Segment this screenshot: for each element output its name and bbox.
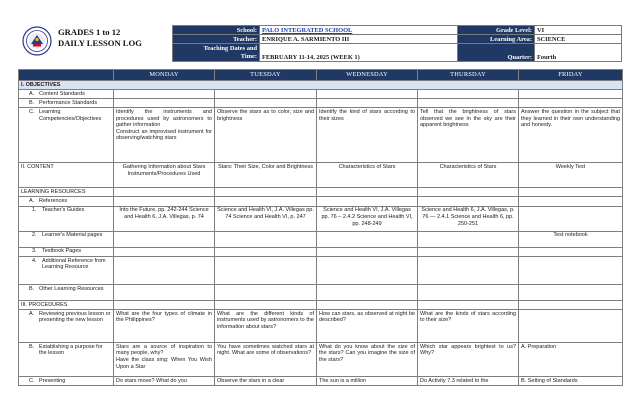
cell-fri: B. Setting of Standards xyxy=(519,377,623,386)
cell-mon xyxy=(114,256,215,284)
cell-mon xyxy=(114,108,215,163)
cell-tue: What are the different kinds of instruments used by astronomers to the information about stars? xyxy=(215,310,317,343)
cell-fri xyxy=(519,310,623,343)
row-label-text: Additional Reference from Learning Resource xyxy=(42,257,106,271)
cell-mon xyxy=(114,99,215,108)
cell-wed xyxy=(317,197,418,206)
school-info-table xyxy=(172,25,463,62)
cell-tue xyxy=(215,300,317,309)
row-number: 3. xyxy=(32,248,37,255)
cell-tue: Stars: Their Size, Color and Brightness xyxy=(215,163,317,188)
competencies-label xyxy=(19,108,114,163)
corner-cell xyxy=(19,70,114,81)
section-objectives xyxy=(19,81,623,90)
cell-thu: Which star appears brightest to us? Why? xyxy=(418,343,519,377)
title-block xyxy=(58,27,142,49)
learning-resources-label: LEARNING RESOURCES xyxy=(19,188,114,197)
row-presenting xyxy=(19,377,623,386)
row-other-resources xyxy=(19,284,623,300)
cell-thu xyxy=(418,188,519,197)
cell-thu xyxy=(418,99,519,108)
row-letter: B. xyxy=(29,343,35,350)
cell-fri xyxy=(519,247,623,256)
presenting-label xyxy=(19,377,114,386)
procedures-label: III. PROCEDURES xyxy=(19,300,114,309)
grade-level-label: Grade Level: xyxy=(458,26,535,35)
day-header-tuesday: TUESDAY xyxy=(215,70,317,81)
row-procedures xyxy=(19,300,623,309)
quarter-label: Quarter: xyxy=(458,44,535,62)
row-letter: A. xyxy=(29,90,35,97)
title-grades: GRADES 1 to 12 xyxy=(58,27,121,37)
title-daily-lesson-log: DAILY LESSON LOG xyxy=(58,38,142,48)
row-label-text: Performance Standards xyxy=(39,99,98,106)
lesson-log-header xyxy=(18,24,622,64)
day-header-wednesday: WEDNESDAY xyxy=(317,70,418,81)
cell-fri: Answer the question in the subject that they learned in their own understanding and honesty. xyxy=(519,108,623,163)
row-purpose xyxy=(19,343,623,377)
cell-tue: You have sometimes watched stars at night. What are some of observations? xyxy=(215,343,317,377)
cell-fri: Weekly Test xyxy=(519,163,623,188)
cell-wed xyxy=(317,284,418,300)
cell-tue xyxy=(215,188,317,197)
day-header-row xyxy=(19,70,623,81)
cell-tue xyxy=(215,231,317,247)
row-letter: B. xyxy=(29,99,35,106)
cell-wed xyxy=(317,231,418,247)
quarter: Fourth xyxy=(535,44,622,62)
cell-mon: Gathering Information about Stars Instruments/Procedures Used xyxy=(114,163,215,188)
row-additional-reference xyxy=(19,256,623,284)
cell-wed: What do you know about the size of the stars? Can you imagine the size of the stars? xyxy=(317,343,418,377)
textbook-pages-label xyxy=(19,247,114,256)
references-label xyxy=(19,197,114,206)
section-objectives-label: I. OBJECTIVES xyxy=(19,81,623,90)
row-label-text: Reviewing previous lesson or presenting the new lesson xyxy=(39,310,111,324)
learning-area-label: Learning Area: xyxy=(458,35,535,44)
row-label-text: Textbook Pages xyxy=(42,248,82,255)
cell-thu xyxy=(418,89,519,98)
grade-info-table xyxy=(457,25,622,62)
cell-wed xyxy=(317,300,418,309)
cell-fri xyxy=(519,284,623,300)
cell-mon xyxy=(114,188,215,197)
cell-fri xyxy=(519,188,623,197)
cell-wed xyxy=(317,256,418,284)
cell-thu: Characteristics of Stars xyxy=(418,163,519,188)
cell-tue xyxy=(215,247,317,256)
row-number: 4. xyxy=(32,257,37,264)
cell-tue xyxy=(215,197,317,206)
cell-fri xyxy=(519,99,623,108)
performance-standards-label xyxy=(19,99,114,108)
cell-mon xyxy=(114,247,215,256)
teaching-dates: FEBRUARY 11-14, 2025 (WEEK 1) xyxy=(260,44,463,62)
cell-thu: What are the kinds of stars according to their size? xyxy=(418,310,519,343)
cell-mon xyxy=(114,231,215,247)
row-label-text: Presenting xyxy=(39,377,66,384)
cell-fri xyxy=(519,197,623,206)
cell-tue: Observe the stars as to color, size and brightness xyxy=(215,108,317,163)
content-standards-label xyxy=(19,89,114,98)
row-content-standards xyxy=(19,89,623,98)
cell-fri: Test notebook xyxy=(519,231,623,247)
cell-thu xyxy=(418,197,519,206)
day-header-monday: MONDAY xyxy=(114,70,215,81)
row-letter: C. xyxy=(29,377,35,384)
row-teachers-guides xyxy=(19,206,623,231)
purpose-mon-2: Have the class sing: When You Wish Upon a Star xyxy=(116,357,212,370)
cell-mon xyxy=(114,197,215,206)
row-performance-standards xyxy=(19,99,623,108)
cell-thu: Science and Health 6, J.A. Villegas, p. 76 — 2.4.1 Science and Health 6, pp. 250-251 xyxy=(418,206,519,231)
row-letter: B. xyxy=(29,285,35,292)
other-resources-label xyxy=(19,284,114,300)
row-label-text: Establishing a purpose for the lesson xyxy=(39,343,103,357)
content-label: II. CONTENT xyxy=(19,163,114,188)
row-textbook-pages xyxy=(19,247,623,256)
row-label-text: Other Learning Resources xyxy=(39,285,104,292)
dates-label-line1: Teaching Dates and xyxy=(203,45,257,52)
row-label-text: Learner's Material pages xyxy=(42,232,103,239)
cell-wed xyxy=(317,247,418,256)
purpose-mon-1: Stars are a source of inspiration to many people, why? xyxy=(116,343,212,357)
row-label-text: References xyxy=(39,198,68,205)
additional-reference-label xyxy=(19,256,114,284)
row-learning-resources xyxy=(19,188,623,197)
row-letter: A. xyxy=(29,198,35,205)
dates-label-line2: Time: xyxy=(240,52,257,60)
cell-tue xyxy=(215,89,317,98)
cell-fri xyxy=(519,256,623,284)
cell-thu xyxy=(418,284,519,300)
cell-wed: Identify the kind of stars according to their sizes xyxy=(317,108,418,163)
cell-fri: A. Preparation xyxy=(519,343,623,377)
row-letter: A. xyxy=(29,310,35,317)
cell-tue: Science and Health VI, J.A. Villegas pp. 74 Science and Health VI, p. 247 xyxy=(215,206,317,231)
teacher-name: ENRIQUE A. SARMIENTO III xyxy=(260,35,463,44)
row-number: 1. xyxy=(32,207,37,214)
cell-mon xyxy=(114,89,215,98)
school-name-link[interactable]: PALO INTEGRATED SCHOOL xyxy=(260,26,463,35)
cell-wed: Science and Health VI, J.A. Villegas pp. 76 – 2.4.2 Science and Health VI, pp. 248-249 xyxy=(317,206,418,231)
competency-mon-2: Construct an improvised instrument for observing/watching stars xyxy=(116,128,212,142)
school-label: School: xyxy=(173,26,260,35)
grade-level: VI xyxy=(535,26,622,35)
row-label-text: Content Standards xyxy=(39,90,85,97)
cell-tue: Observe the stars in a clear xyxy=(215,377,317,386)
row-letter: C. xyxy=(29,109,35,116)
cell-fri xyxy=(519,300,623,309)
row-reviewing xyxy=(19,310,623,343)
competency-mon-1: Identify the instruments and procedures used by astronomers to gather information xyxy=(116,109,212,129)
row-references xyxy=(19,197,623,206)
learning-area: SCIENCE xyxy=(535,35,622,44)
lesson-plan-table xyxy=(18,69,623,386)
cell-wed: Characteristics of Stars xyxy=(317,163,418,188)
cell-thu xyxy=(418,247,519,256)
dates-label xyxy=(173,44,260,62)
cell-fri xyxy=(519,89,623,98)
cell-tue xyxy=(215,99,317,108)
day-header-friday: FRIDAY xyxy=(519,70,623,81)
row-label-text: Learning Competencies/Objectives xyxy=(39,109,102,122)
cell-mon: Into the Future, pp. 242-244 Science and Health 6, J.A. Villegas, p. 74 xyxy=(114,206,215,231)
teachers-guides-label xyxy=(19,206,114,231)
teacher-label: Teacher: xyxy=(173,35,260,44)
row-label-text: Teacher's Guides xyxy=(42,207,85,214)
purpose-label xyxy=(19,343,114,377)
cell-wed xyxy=(317,89,418,98)
cell-mon xyxy=(114,284,215,300)
cell-thu xyxy=(418,231,519,247)
cell-tue xyxy=(215,284,317,300)
cell-thu xyxy=(418,300,519,309)
reviewing-label xyxy=(19,310,114,343)
cell-thu: Do Activity 7.3 related to the xyxy=(418,377,519,386)
cell-wed xyxy=(317,99,418,108)
day-header-thursday: THURSDAY xyxy=(418,70,519,81)
cell-tue xyxy=(215,256,317,284)
cell-thu: Tell that the brightness of stars observed we see in the sky are their apparent brightness xyxy=(418,108,519,163)
deped-seal-icon xyxy=(22,26,52,56)
cell-wed: The sun is a million xyxy=(317,377,418,386)
learners-material-label xyxy=(19,231,114,247)
cell-mon: What are the four types of climate in the Philippines? xyxy=(114,310,215,343)
row-content xyxy=(19,163,623,188)
cell-mon xyxy=(114,343,215,377)
cell-wed xyxy=(317,188,418,197)
cell-mon xyxy=(114,300,215,309)
cell-wed: How can stars, as observed at night be described? xyxy=(317,310,418,343)
row-learners-material xyxy=(19,231,623,247)
row-competencies xyxy=(19,108,623,163)
row-number: 2. xyxy=(32,232,37,239)
cell-thu xyxy=(418,256,519,284)
cell-fri xyxy=(519,206,623,231)
cell-mon: Do stars move? What do you xyxy=(114,377,215,386)
